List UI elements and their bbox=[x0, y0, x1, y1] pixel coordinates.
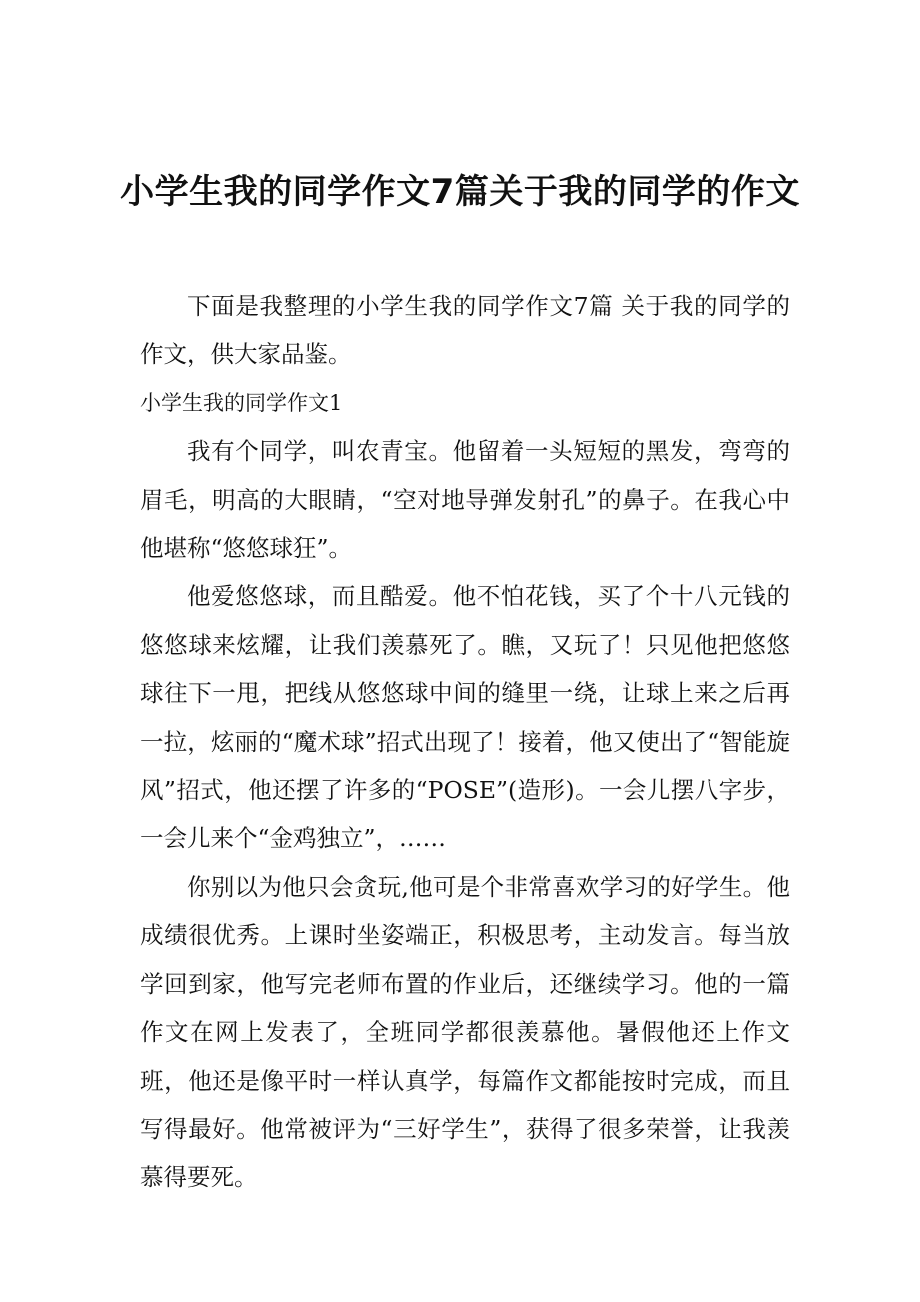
section-heading: 小学生我的同学作文1 bbox=[140, 390, 343, 415]
body-paragraph: 他爱悠悠球，而且酷爱。他不怕花钱，买了个十八元钱的悠悠球来炫耀，让我们羡慕死了。瞧，又玩了！只见他把悠悠球往下一甩，把线从悠悠球中间的缝里一绕，让球上来之后再一拉，炫丽的“魔术球”招式出现了！接着，他又使出了“智能旋风”招式，他还摆了许多的“POSE”(造形)。一会儿摆八字步，一会儿来个“金鸡独立”，…… bbox=[140, 582, 790, 853]
document-title: 小学生我的同学作文7篇关于我的同学的作文 bbox=[120, 171, 800, 212]
body-paragraph: 你别以为他只会贪玩,他可是个非常喜欢学习的好学生。他成绩很优秀。上课时坐姿端正，积极思考，主动发言。每当放学回到家，他写完老师布置的作业后，还继续学习。他的一篇作文在网上发表了，全班同学都很羡慕他。暑假他还上作文班，他还是像平时一样认真学，每篇作文都能按时完成，而且写得最好。他常被评为“三好学生”，获得了很多荣誉，让我羡慕得要死。 bbox=[140, 872, 790, 1192]
body-paragraph: 我有个同学，叫农青宝。他留着一头短短的黑发，弯弯的眉毛，明高的大眼睛，“空对地导弹发射孔”的鼻子。在我心中他堪称“悠悠球狂”。 bbox=[140, 437, 790, 563]
document-body bbox=[140, 282, 790, 1202]
intro-paragraph: 下面是我整理的小学生我的同学作文7篇 关于我的同学的作文，供大家品鉴。 bbox=[140, 292, 790, 369]
